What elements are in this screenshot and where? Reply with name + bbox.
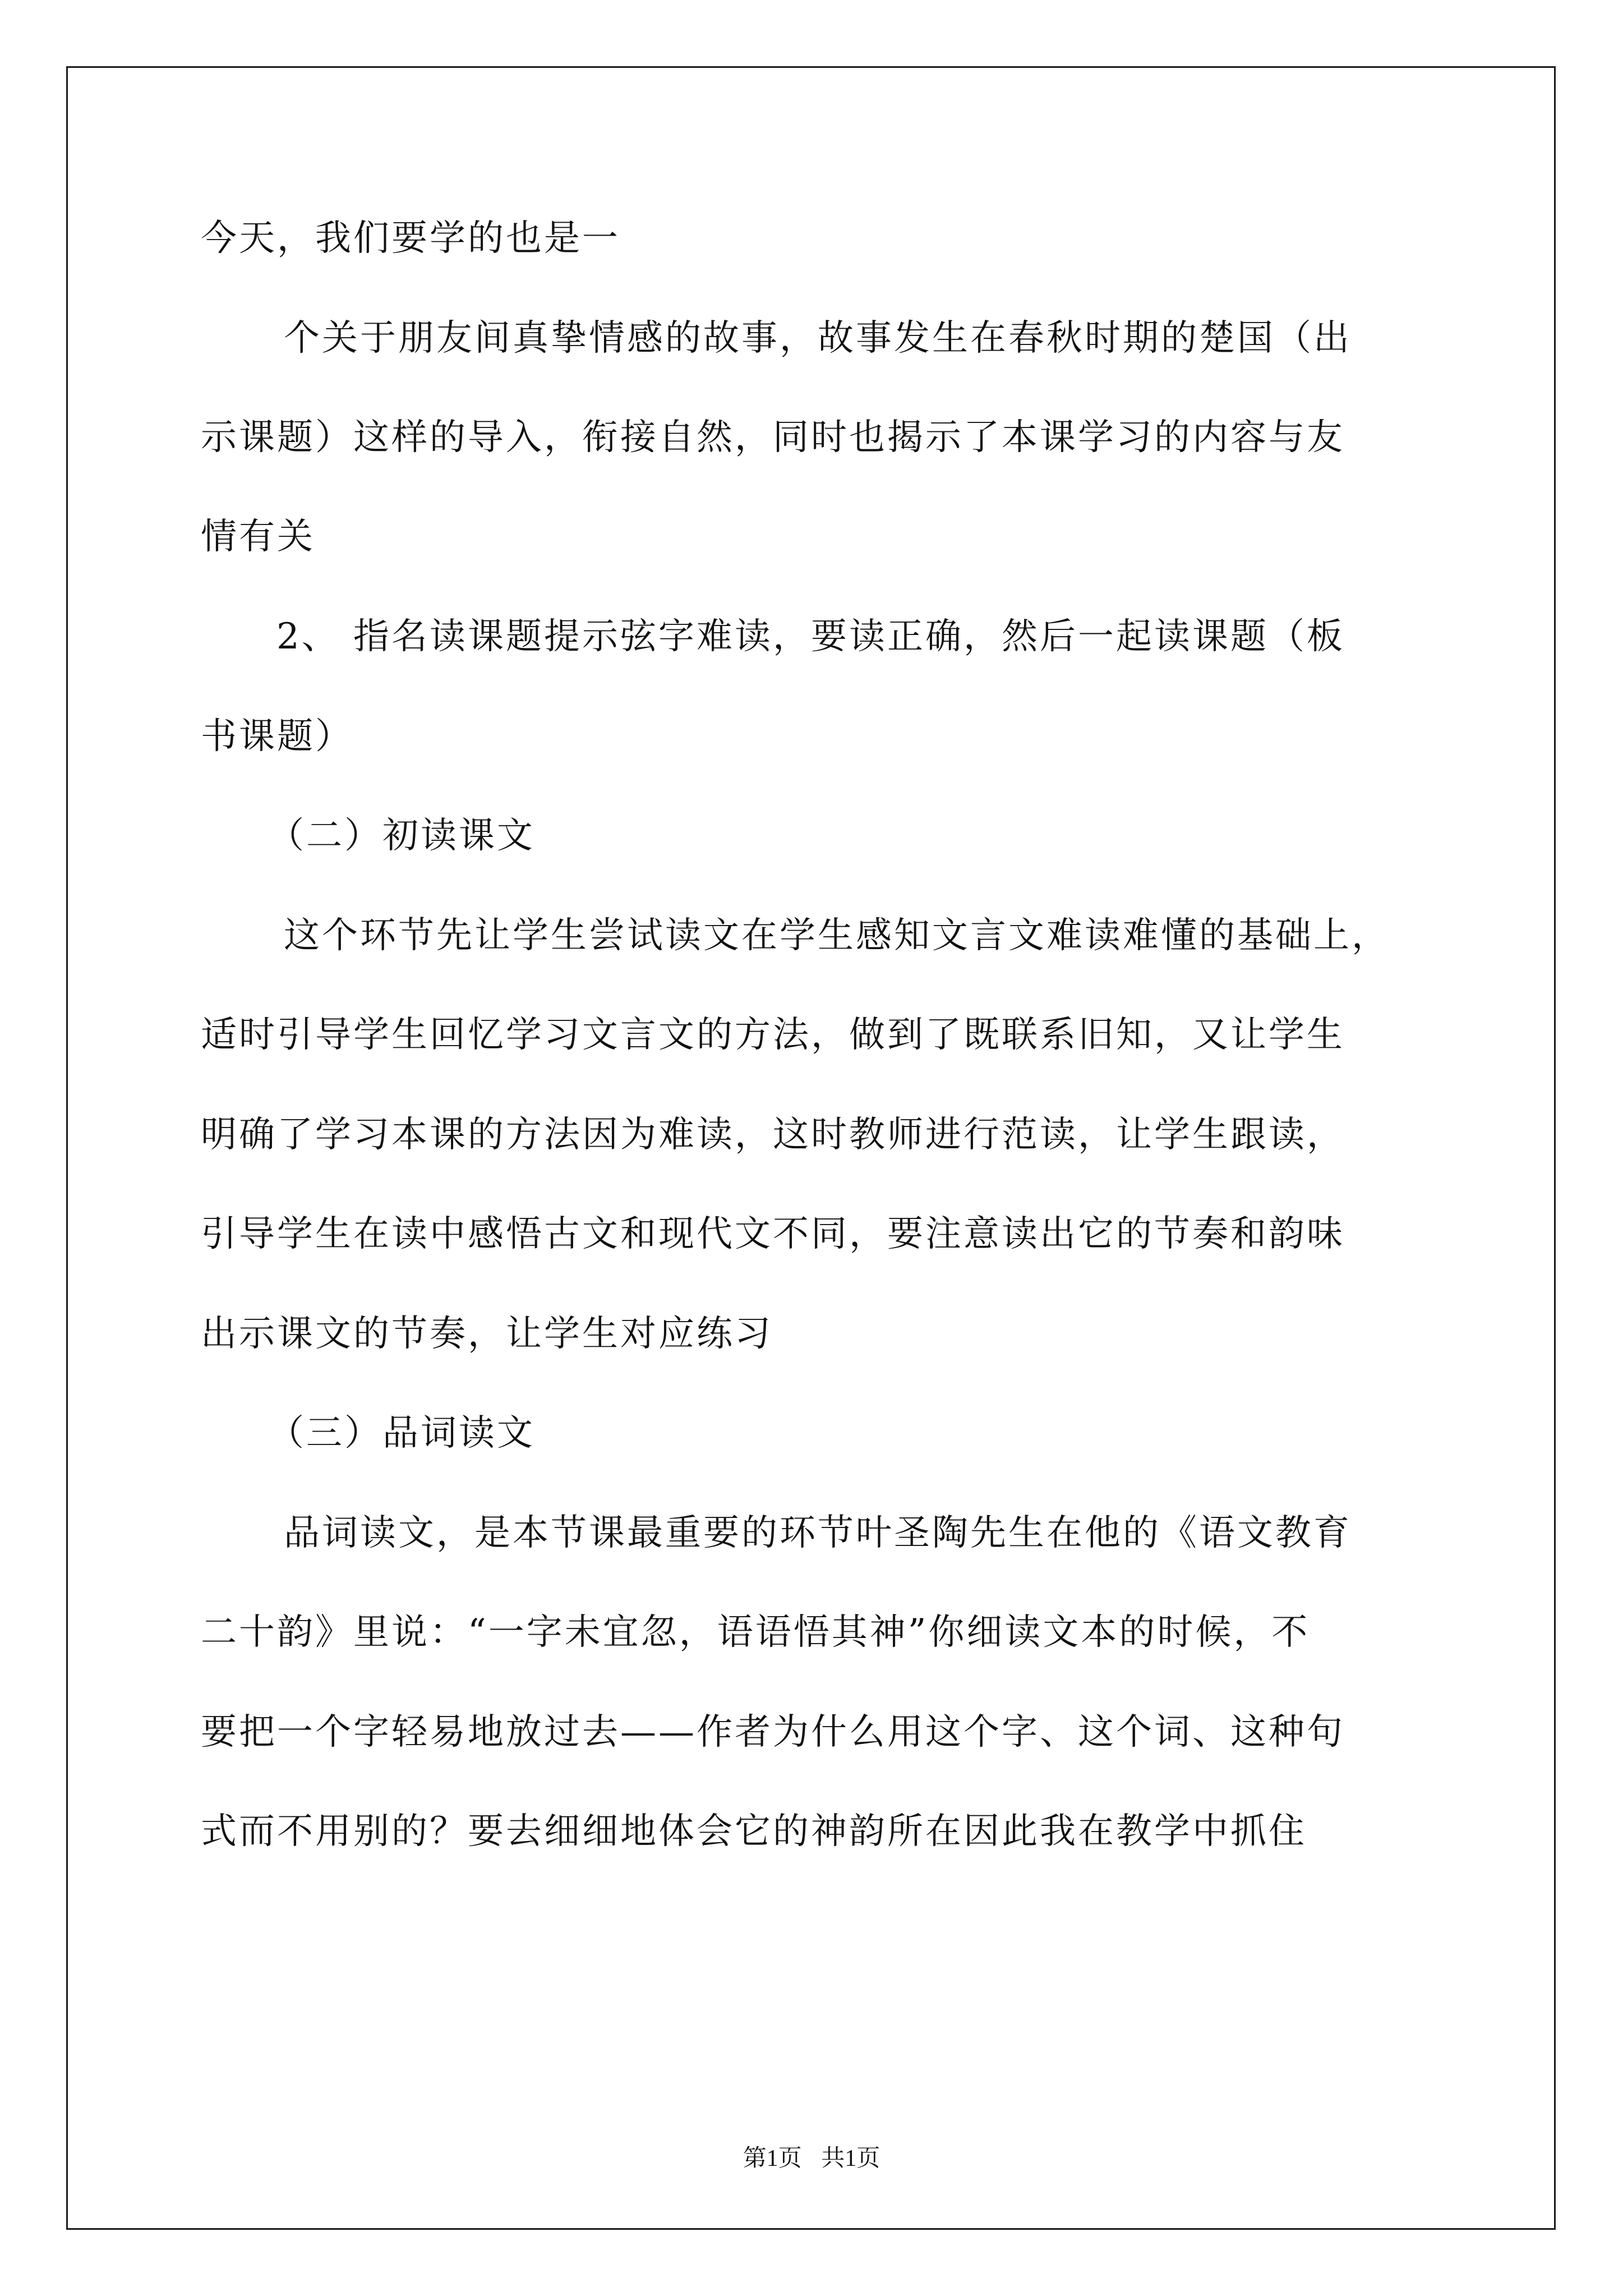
text-line: 品词读文，是本节课最重要的环节叶圣陶先生在他的《语文教育 xyxy=(284,1512,1352,1554)
text-line: 这个环节先让学生尝试读文在学生感知文言文难读难懂的基础上， xyxy=(284,915,1390,956)
text-line: 情有关 xyxy=(201,516,315,558)
page-total: 共1页 xyxy=(821,2146,880,2171)
text-line: 个关于朋友间真挚情感的故事，故事发生在春秋时期的楚国（出 xyxy=(284,318,1352,359)
text-line: 明确了学习本课的方法因为难读，这时教师进行范读，让学生跟读， xyxy=(201,1114,1345,1156)
numbered-item: 2、 指名读课题提示弦字难读，要读正确，然后一起读课题（板 xyxy=(276,616,1345,657)
text-line: 示课题）这样的导入，衔接自然，同时也揭示了本课学习的内容与友 xyxy=(201,417,1345,458)
text-line: 二十韵》里说：“一字未宜忽，语语悟其神”你细读文本的时候，不 xyxy=(201,1612,1310,1653)
text-line: 出示课文的节奏，让学生对应练习 xyxy=(201,1313,773,1355)
text-line: 今天，我们要学的也是一 xyxy=(201,218,620,259)
text-line: 书课题） xyxy=(201,716,353,757)
text-line: 要把一个字轻易地放过去——作者为什么用这个字、这个词、这种句 xyxy=(201,1711,1345,1753)
text-line: 适时引导学生回忆学习文言文的方法，做到了既联系旧知，又让学生 xyxy=(201,1014,1345,1056)
page-number: 第1页 xyxy=(743,2146,802,2171)
text-line: 引导学生在读中感悟古文和现代文不同，要注意读出它的节奏和韵味 xyxy=(201,1213,1345,1255)
text-line: 式而不用别的？要去细细地体会它的神韵所在因此我在教学中抓住 xyxy=(201,1811,1307,1852)
section-heading: （二）初读课文 xyxy=(268,815,535,857)
section-heading: （三）品词读文 xyxy=(268,1412,535,1454)
page-footer xyxy=(0,2143,1623,2174)
